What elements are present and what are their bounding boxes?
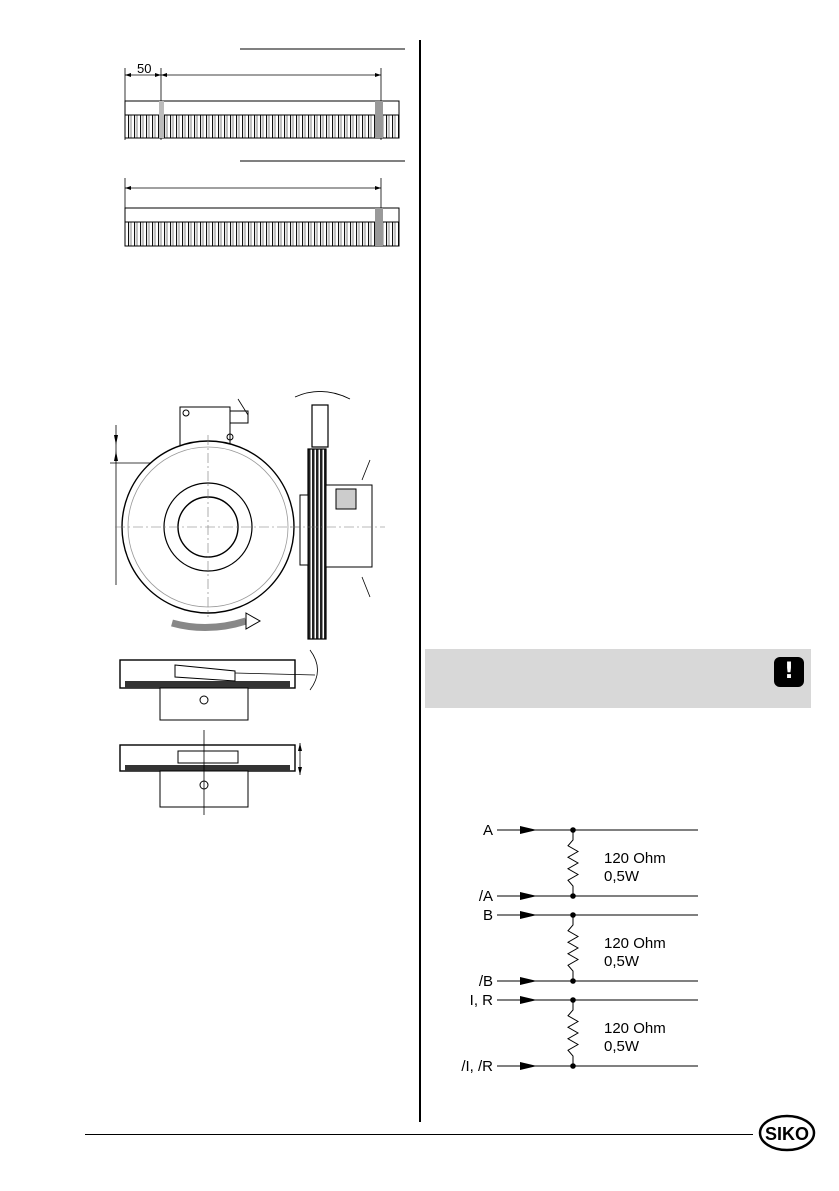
power-label: 0,5W (604, 953, 640, 970)
resistor (568, 915, 578, 981)
resistor (568, 1000, 578, 1066)
exclamation-icon: ! (774, 657, 804, 687)
siko-logo (758, 1114, 816, 1152)
circuit-pair (479, 822, 698, 905)
inverse-signal-label: /I, /R (461, 1058, 493, 1075)
inverse-signal-label: /A (478, 888, 493, 905)
resistance-label: 120 Ohm (604, 1020, 666, 1037)
warning-box (425, 649, 811, 708)
power-label: 0,5W (604, 1038, 640, 1055)
arrow-icon (520, 826, 537, 834)
tape-drawing (110, 40, 410, 255)
circuit-pair (479, 907, 698, 990)
resistance-label: 120 Ohm (604, 935, 666, 952)
arrow-icon (520, 977, 537, 985)
inverse-signal-label: /B (478, 973, 493, 990)
mounting-drawing (100, 385, 390, 815)
dimension-label: 50 (137, 61, 152, 76)
signal-label: A (482, 822, 493, 839)
power-label: 0,5W (604, 868, 640, 885)
arrow-icon (520, 892, 537, 900)
signal-label: I, R (469, 992, 493, 1009)
resistance-label: 120 Ohm (604, 850, 666, 867)
circuit-pair (461, 992, 698, 1075)
logo-text: SIKO (764, 1124, 810, 1144)
resistor (568, 830, 578, 896)
column-divider (419, 40, 421, 1122)
termination-circuit (440, 810, 720, 1080)
arrow-icon (520, 1062, 537, 1070)
arrow-icon (520, 996, 537, 1004)
signal-label: B (482, 907, 493, 924)
arrow-icon (520, 911, 537, 919)
footer-rule (85, 1134, 753, 1135)
